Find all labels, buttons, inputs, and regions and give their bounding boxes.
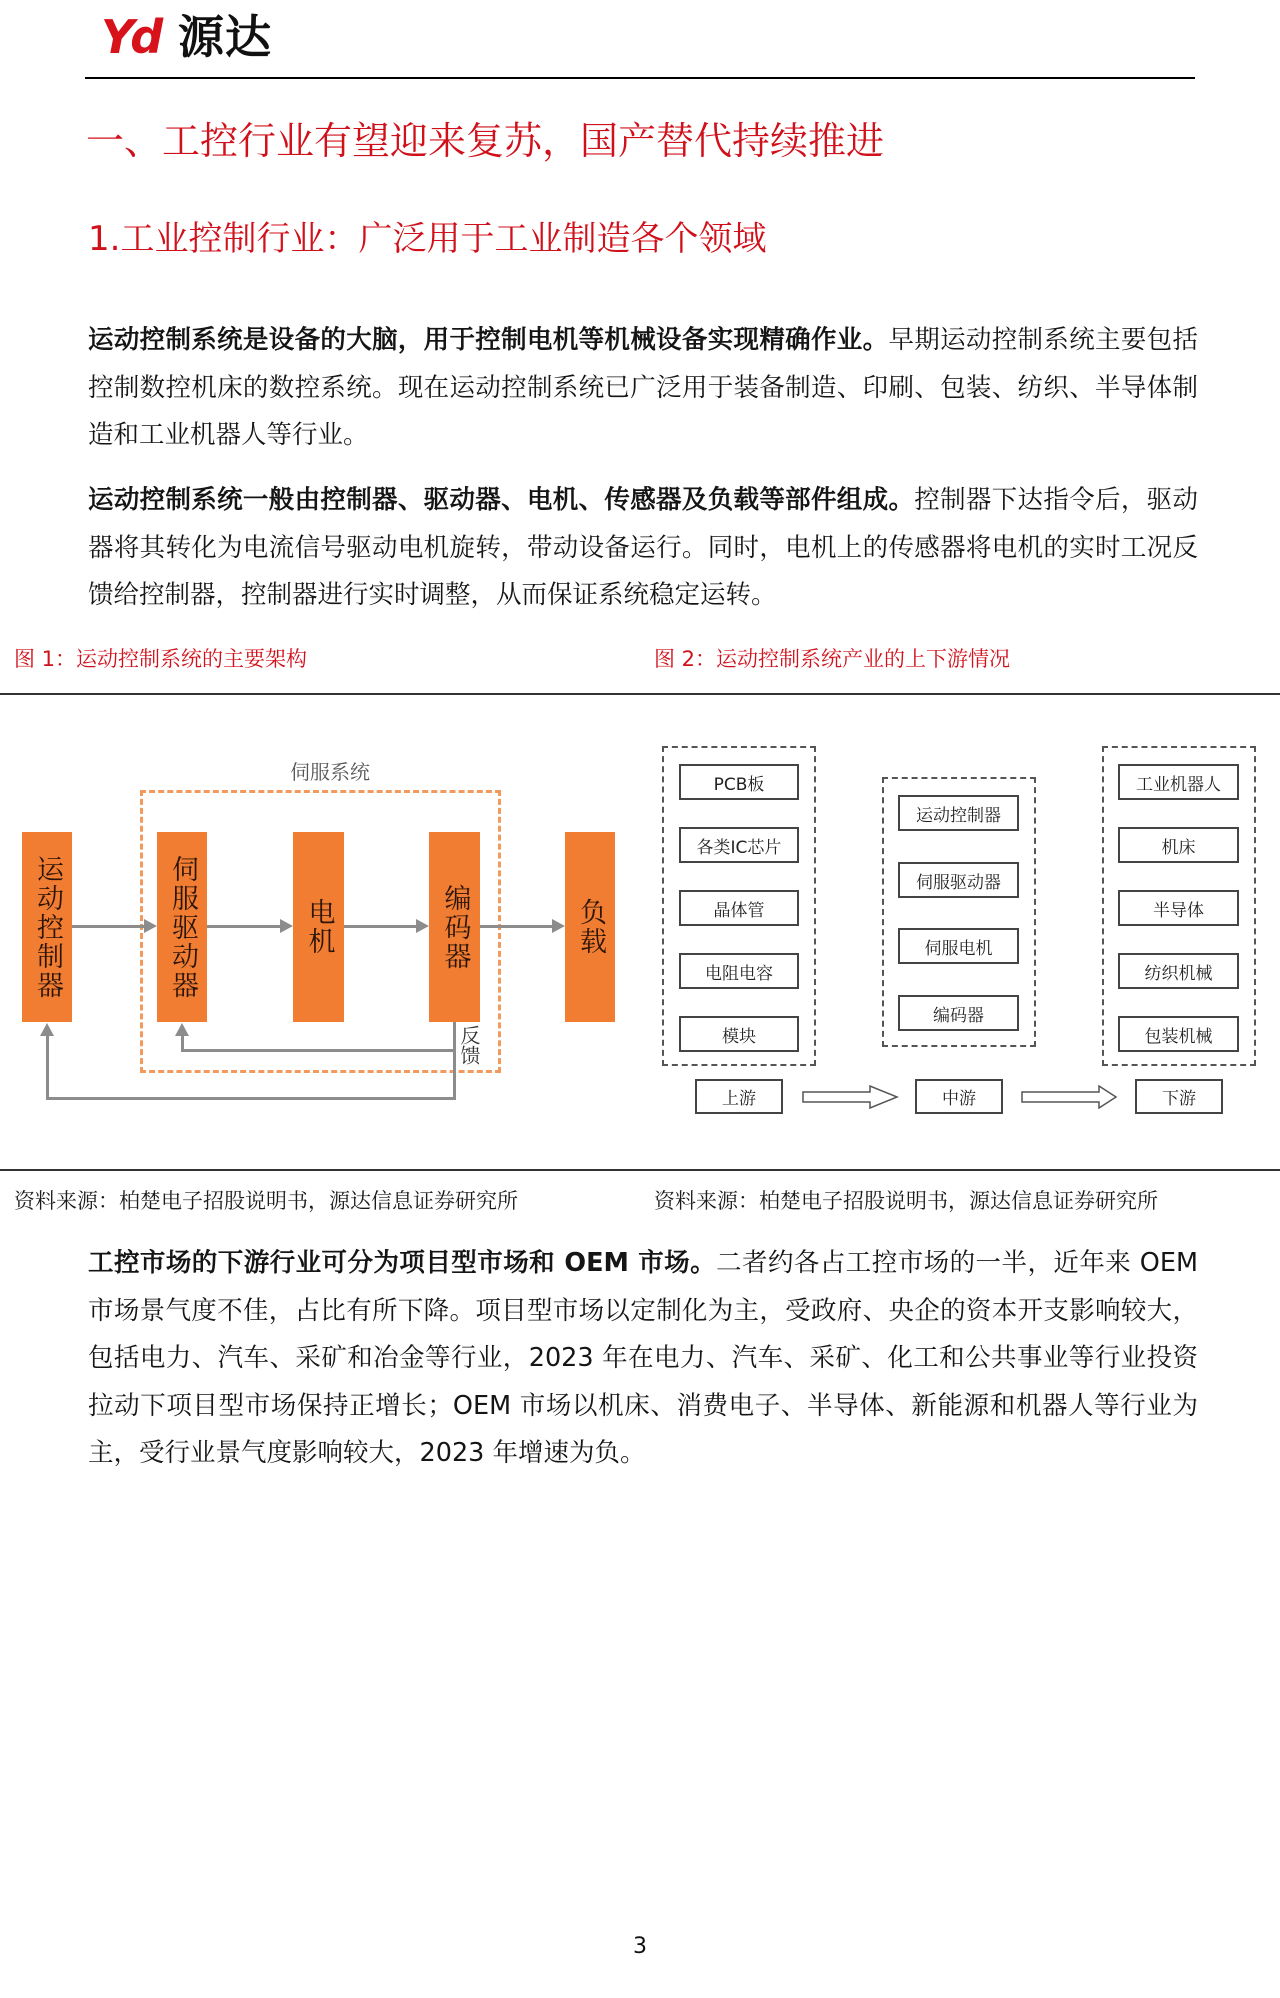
figure-2-caption: 图 2：运动控制系统产业的上下游情况	[654, 647, 1011, 671]
paragraph-1-lead: 运动控制系统是设备的大脑，用于控制电机等机械设备实现精确作业。	[88, 325, 889, 355]
upstream-item: 模块	[679, 1016, 799, 1052]
feedback-line	[181, 1035, 184, 1052]
arrow-up-icon	[175, 1023, 189, 1036]
paragraph-3-body: 二者约各占工控市场的一半，近年来 OEM 市场景气度不佳，占比有所下降。项目型市场以定制化为主，受政府、央企的资本开支影响较大，包括电力、汽车、采矿和冶金等行业，2023 年在电力、汽车、采矿、化工和公共事业等行业投资拉动下项目型市场保持正增长；OEM 市场以机床、消费电子、半导体、新能源和机器人等行业为主，受行业景气度影响较大，2023 年增速为负。	[88, 1248, 1198, 1468]
servo-system-label: 伺服系统	[290, 760, 370, 784]
upstream-item: 电阻电容	[679, 953, 799, 989]
feedback-line	[181, 1049, 456, 1052]
midstream-item: 运动控制器	[898, 795, 1019, 831]
figure-1-caption: 图 1：运动控制系统的主要架构	[14, 647, 308, 671]
flow-line	[344, 925, 416, 928]
block-motion-controller: 运动控制器	[22, 832, 72, 1022]
figure-bottom-rule	[0, 1169, 1280, 1171]
downstream-item: 纺织机械	[1118, 953, 1239, 989]
figure-1-source: 资料来源：柏楚电子招股说明书，源达信息证券研究所	[14, 1189, 518, 1213]
flow-line	[207, 925, 280, 928]
paragraph-3-lead: 工控市场的下游行业可分为项目型市场和 OEM 市场。	[88, 1248, 717, 1278]
feedback-line	[46, 1097, 456, 1100]
paragraph-3	[88, 1240, 1198, 1478]
arrow-up-icon	[40, 1023, 54, 1036]
midstream-group	[882, 777, 1036, 1047]
hollow-arrow-right-icon	[802, 1085, 900, 1109]
upstream-group	[662, 746, 816, 1066]
block-load: 负载	[565, 832, 615, 1022]
block-motor: 电机	[293, 832, 344, 1022]
figure-top-rule	[0, 693, 1280, 695]
midstream-item: 伺服电机	[898, 928, 1019, 964]
logo-text: 源达	[178, 10, 272, 64]
section-title: 一、工控行业有望迎来复苏，国产替代持续推进	[86, 119, 885, 163]
downstream-item: 包装机械	[1118, 1016, 1239, 1052]
feedback-line	[453, 1022, 456, 1100]
midstream-label: 中游	[915, 1079, 1003, 1114]
block-encoder: 编码器	[429, 832, 480, 1022]
paragraph-1-body: 早期运动控制系统主要包括控制数控机床的数控系统。现在运动控制系统已广泛用于装备制造、印刷、包装、纺织、半导体制造和工业机器人等行业。	[88, 325, 1198, 450]
downstream-group	[1102, 746, 1256, 1066]
paragraph-1	[88, 317, 1198, 460]
feedback-line	[46, 1035, 49, 1100]
block-servo-driver: 伺服驱动器	[157, 832, 207, 1022]
figure-2-source: 资料来源：柏楚电子招股说明书，源达信息证券研究所	[654, 1189, 1158, 1213]
logo-mark: Yd	[101, 10, 160, 64]
flow-line	[480, 925, 552, 928]
arrow-right-icon	[552, 919, 565, 933]
upstream-label: 上游	[695, 1079, 783, 1114]
arrow-right-icon	[144, 919, 157, 933]
header-divider	[85, 77, 1195, 79]
feedback-label: 反馈	[457, 1025, 481, 1065]
upstream-item: 各类IC芯片	[679, 827, 799, 863]
midstream-item: 编码器	[898, 995, 1019, 1031]
page-number: 3	[633, 1934, 647, 1959]
arrow-right-icon	[280, 919, 293, 933]
downstream-item: 工业机器人	[1118, 764, 1239, 800]
arrow-right-icon	[416, 919, 429, 933]
midstream-item: 伺服驱动器	[898, 862, 1019, 898]
paragraph-2-lead: 运动控制系统一般由控制器、驱动器、电机、传感器及负载等部件组成。	[88, 485, 915, 515]
hollow-arrow-right-icon	[1021, 1085, 1119, 1109]
servo-system-group	[140, 790, 501, 1073]
flow-line	[72, 925, 144, 928]
downstream-item: 机床	[1118, 827, 1239, 863]
downstream-label: 下游	[1135, 1079, 1223, 1114]
downstream-item: 半导体	[1118, 890, 1239, 926]
subsection-title: 1.工业控制行业：广泛用于工业制造各个领域	[88, 219, 767, 259]
upstream-item: 晶体管	[679, 890, 799, 926]
upstream-item: PCB板	[679, 764, 799, 800]
paragraph-2	[88, 477, 1198, 620]
paragraph-2-body: 控制器下达指令后，驱动器将其转化为电流信号驱动电机旋转，带动设备运行。同时，电机上的传感器将电机的实时工况反馈给控制器，控制器进行实时调整，从而保证系统稳定运转。	[88, 485, 1198, 610]
